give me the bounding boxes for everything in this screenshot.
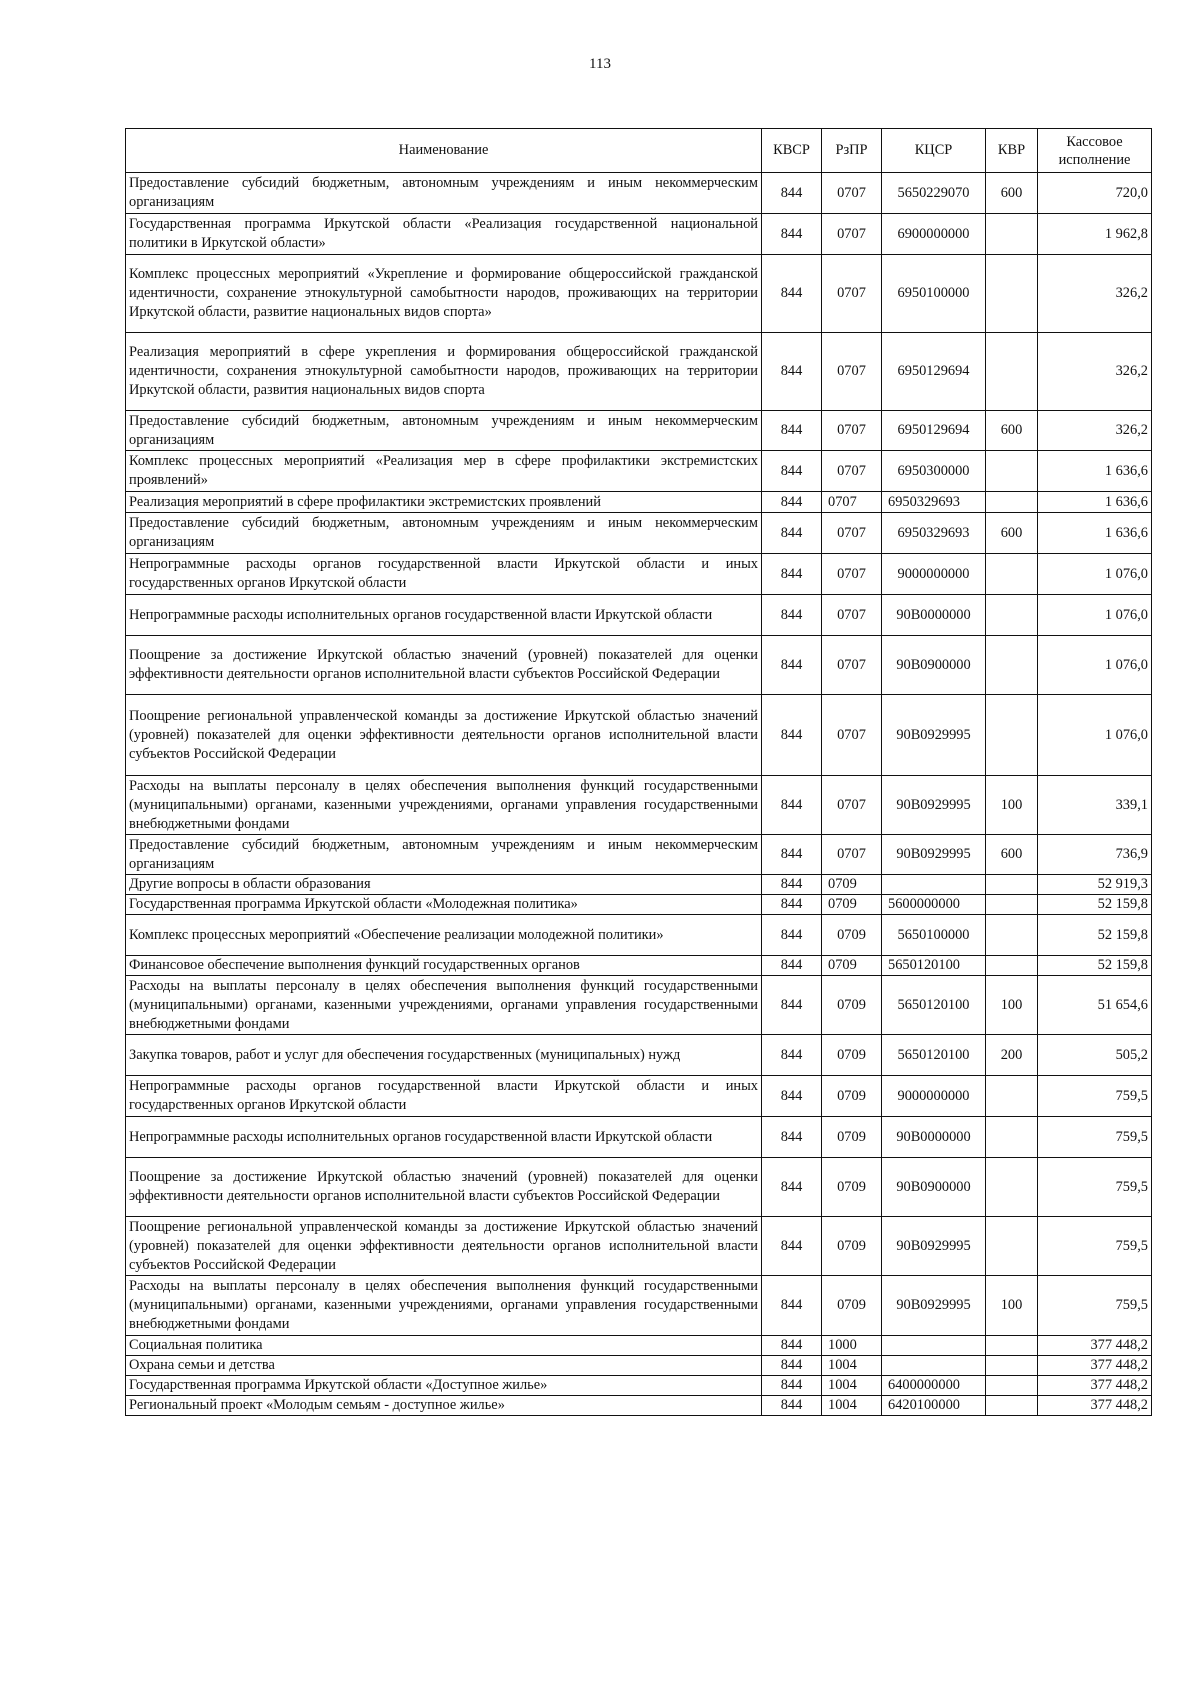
table-row bbox=[126, 255, 1152, 333]
cell-kvsr: 844 bbox=[762, 451, 822, 492]
cell-kcsr: 9000000000 bbox=[882, 554, 986, 595]
cell-kvsr: 844 bbox=[762, 255, 822, 333]
cell-kcsr bbox=[882, 1336, 986, 1356]
cell-kvsr: 844 bbox=[762, 1356, 822, 1376]
cell-cash-execution: 720,0 bbox=[1038, 173, 1152, 214]
cell-kvr bbox=[986, 1076, 1038, 1117]
cell-cash-execution: 1 076,0 bbox=[1038, 554, 1152, 595]
cell-name: Реализация мероприятий в сфере укрепления и формирования общероссийской гражданской идентичности, сохранения этнокультурной самобытности народов, проживающих на территории Иркутской области, развития национальных видов спорта bbox=[126, 333, 762, 411]
table-row bbox=[126, 695, 1152, 776]
table-row bbox=[126, 636, 1152, 695]
cell-kcsr: 90В0929995 bbox=[882, 1276, 986, 1336]
cell-name: Реализация мероприятий в сфере профилактики экстремистских проявлений bbox=[126, 492, 762, 513]
cell-kvr bbox=[986, 1356, 1038, 1376]
cell-name: Закупка товаров, работ и услуг для обеспечения государственных (муниципальных) нужд bbox=[126, 1035, 762, 1076]
cell-kvsr: 844 bbox=[762, 875, 822, 895]
cell-kvr bbox=[986, 595, 1038, 636]
table-row bbox=[126, 1158, 1152, 1217]
cell-cash-execution: 1 962,8 bbox=[1038, 214, 1152, 255]
table-row bbox=[126, 1376, 1152, 1396]
cell-kvsr: 844 bbox=[762, 695, 822, 776]
cell-kvr bbox=[986, 1336, 1038, 1356]
cell-kcsr bbox=[882, 1356, 986, 1376]
cell-kvr: 100 bbox=[986, 1276, 1038, 1336]
cell-cash-execution: 326,2 bbox=[1038, 255, 1152, 333]
header-cash-execution-line1: Кассовое bbox=[1066, 133, 1123, 150]
cell-kcsr: 6950300000 bbox=[882, 451, 986, 492]
table-row bbox=[126, 214, 1152, 255]
cell-kvsr: 844 bbox=[762, 1076, 822, 1117]
table-row bbox=[126, 776, 1152, 835]
table-row bbox=[126, 1076, 1152, 1117]
cell-kvr bbox=[986, 214, 1038, 255]
cell-kcsr: 90В0929995 bbox=[882, 695, 986, 776]
cell-name: Расходы на выплаты персоналу в целях обеспечения выполнения функций государственными (муниципальными) органами, казенными учреждениями, органами управления государственными внебюджетными фондами bbox=[126, 776, 762, 835]
cell-kvr bbox=[986, 554, 1038, 595]
cell-cash-execution: 326,2 bbox=[1038, 411, 1152, 451]
cell-kcsr: 6900000000 bbox=[882, 214, 986, 255]
cell-cash-execution: 377 448,2 bbox=[1038, 1356, 1152, 1376]
cell-rzpr: 0709 bbox=[822, 956, 882, 976]
table-row bbox=[126, 1276, 1152, 1336]
cell-cash-execution: 759,5 bbox=[1038, 1117, 1152, 1158]
cell-name: Охрана семьи и детства bbox=[126, 1356, 762, 1376]
cell-kvsr: 844 bbox=[762, 895, 822, 915]
cell-kcsr: 5600000000 bbox=[882, 895, 986, 915]
cell-cash-execution: 1 636,6 bbox=[1038, 513, 1152, 554]
cell-kvr bbox=[986, 956, 1038, 976]
cell-kvr: 100 bbox=[986, 976, 1038, 1035]
cell-kcsr: 6950129694 bbox=[882, 411, 986, 451]
cell-name: Предоставление субсидий бюджетным, автономным учреждениям и иным некоммерческим организациям bbox=[126, 173, 762, 214]
cell-rzpr: 0709 bbox=[822, 1217, 882, 1276]
cell-name: Непрограммные расходы исполнительных органов государственной власти Иркутской области bbox=[126, 595, 762, 636]
cell-rzpr: 0707 bbox=[822, 513, 882, 554]
table-row bbox=[126, 1117, 1152, 1158]
cell-kvsr: 844 bbox=[762, 1336, 822, 1356]
cell-kcsr bbox=[882, 875, 986, 895]
cell-kvr: 600 bbox=[986, 513, 1038, 554]
cell-cash-execution: 1 636,6 bbox=[1038, 451, 1152, 492]
cell-rzpr: 0707 bbox=[822, 595, 882, 636]
cell-kvsr: 844 bbox=[762, 976, 822, 1035]
table-row bbox=[126, 835, 1152, 875]
cell-kcsr: 90В0900000 bbox=[882, 636, 986, 695]
table-row bbox=[126, 492, 1152, 513]
table-row bbox=[126, 1396, 1152, 1416]
cell-cash-execution: 52 159,8 bbox=[1038, 915, 1152, 956]
cell-kvsr: 844 bbox=[762, 173, 822, 214]
cell-kvr bbox=[986, 695, 1038, 776]
cell-cash-execution: 52 159,8 bbox=[1038, 956, 1152, 976]
cell-name: Предоставление субсидий бюджетным, автономным учреждениям и иным некоммерческим организациям bbox=[126, 513, 762, 554]
cell-kcsr: 5650120100 bbox=[882, 976, 986, 1035]
cell-kvr bbox=[986, 333, 1038, 411]
cell-kvr: 200 bbox=[986, 1035, 1038, 1076]
cell-kcsr: 6950129694 bbox=[882, 333, 986, 411]
cell-kcsr: 6400000000 bbox=[882, 1376, 986, 1396]
cell-cash-execution: 759,5 bbox=[1038, 1076, 1152, 1117]
header-kcsr: КЦСР bbox=[882, 129, 986, 173]
cell-rzpr: 0707 bbox=[822, 173, 882, 214]
table-row bbox=[126, 1217, 1152, 1276]
cell-kvr bbox=[986, 1217, 1038, 1276]
cell-kcsr: 90В0929995 bbox=[882, 1217, 986, 1276]
cell-rzpr: 0709 bbox=[822, 915, 882, 956]
cell-kcsr: 6950329693 bbox=[882, 492, 986, 513]
cell-kvsr: 844 bbox=[762, 595, 822, 636]
cell-rzpr: 0707 bbox=[822, 835, 882, 875]
table-row bbox=[126, 411, 1152, 451]
cell-name: Государственная программа Иркутской области «Реализация государственной национальной политики в Иркутской области» bbox=[126, 214, 762, 255]
cell-kvr: 600 bbox=[986, 173, 1038, 214]
cell-kvsr: 844 bbox=[762, 1117, 822, 1158]
cell-cash-execution: 377 448,2 bbox=[1038, 1336, 1152, 1356]
cell-kcsr: 6950100000 bbox=[882, 255, 986, 333]
table-row bbox=[126, 1356, 1152, 1376]
cell-rzpr: 1000 bbox=[822, 1336, 882, 1356]
cell-rzpr: 0707 bbox=[822, 333, 882, 411]
cell-name: Непрограммные расходы исполнительных органов государственной власти Иркутской области bbox=[126, 1117, 762, 1158]
cell-name: Другие вопросы в области образования bbox=[126, 875, 762, 895]
table-row bbox=[126, 875, 1152, 895]
cell-kvsr: 844 bbox=[762, 554, 822, 595]
cell-name: Поощрение региональной управленческой команды за достижение Иркутской областью значений (уровней) показателей для оценки эффективности деятельности органов исполнительной власти субъектов Российской Федерации bbox=[126, 695, 762, 776]
cell-kvsr: 844 bbox=[762, 835, 822, 875]
cell-name: Поощрение за достижение Иркутской областью значений (уровней) показателей для оценки эффективности деятельности органов исполнительной власти субъектов Российской Федерации bbox=[126, 1158, 762, 1217]
header-name: Наименование bbox=[126, 129, 762, 173]
table-row bbox=[126, 915, 1152, 956]
cell-rzpr: 0707 bbox=[822, 255, 882, 333]
header-kvr: КВР bbox=[986, 129, 1038, 173]
cell-cash-execution: 51 654,6 bbox=[1038, 976, 1152, 1035]
cell-rzpr: 1004 bbox=[822, 1376, 882, 1396]
cell-cash-execution: 326,2 bbox=[1038, 333, 1152, 411]
cell-name: Предоставление субсидий бюджетным, автономным учреждениям и иным некоммерческим организациям bbox=[126, 411, 762, 451]
cell-kvsr: 844 bbox=[762, 492, 822, 513]
cell-kvr: 600 bbox=[986, 835, 1038, 875]
cell-name: Комплекс процессных мероприятий «Укрепление и формирование общероссийской гражданской идентичности, сохранение этнокультурной самобытности народов, проживающих на территории Иркутской области, развитие национальных видов спорта» bbox=[126, 255, 762, 333]
header-rzpr: РзПР bbox=[822, 129, 882, 173]
cell-name: Поощрение региональной управленческой команды за достижение Иркутской областью значений (уровней) показателей для оценки эффективности деятельности органов исполнительной власти субъектов Российской Федерации bbox=[126, 1217, 762, 1276]
cell-kcsr: 90В0929995 bbox=[882, 835, 986, 875]
cell-cash-execution: 1 636,6 bbox=[1038, 492, 1152, 513]
cell-kcsr: 6950329693 bbox=[882, 513, 986, 554]
cell-rzpr: 0707 bbox=[822, 492, 882, 513]
cell-cash-execution: 1 076,0 bbox=[1038, 695, 1152, 776]
table-header-row bbox=[126, 129, 1152, 173]
cell-name: Поощрение за достижение Иркутской областью значений (уровней) показателей для оценки эффективности деятельности органов исполнительной власти субъектов Российской Федерации bbox=[126, 636, 762, 695]
cell-name: Непрограммные расходы органов государственной власти Иркутской области и иных государственных органов Иркутской области bbox=[126, 1076, 762, 1117]
cell-kvr bbox=[986, 915, 1038, 956]
cell-kvr bbox=[986, 1396, 1038, 1416]
cell-cash-execution: 377 448,2 bbox=[1038, 1376, 1152, 1396]
cell-kvsr: 844 bbox=[762, 214, 822, 255]
cell-kvr bbox=[986, 492, 1038, 513]
header-cash-execution bbox=[1038, 129, 1152, 173]
table-row bbox=[126, 595, 1152, 636]
table-row bbox=[126, 513, 1152, 554]
cell-kvr bbox=[986, 1376, 1038, 1396]
cell-kvsr: 844 bbox=[762, 636, 822, 695]
cell-kvr bbox=[986, 255, 1038, 333]
cell-kvr: 100 bbox=[986, 776, 1038, 835]
cell-rzpr: 1004 bbox=[822, 1356, 882, 1376]
cell-rzpr: 0707 bbox=[822, 554, 882, 595]
cell-kvsr: 844 bbox=[762, 1396, 822, 1416]
cell-kcsr: 90В0900000 bbox=[882, 1158, 986, 1217]
cell-cash-execution: 339,1 bbox=[1038, 776, 1152, 835]
cell-cash-execution: 52 919,3 bbox=[1038, 875, 1152, 895]
table-row bbox=[126, 1336, 1152, 1356]
cell-kcsr: 5650229070 bbox=[882, 173, 986, 214]
cell-cash-execution: 1 076,0 bbox=[1038, 636, 1152, 695]
cell-cash-execution: 759,5 bbox=[1038, 1158, 1152, 1217]
cell-rzpr: 0709 bbox=[822, 1158, 882, 1217]
cell-kvr bbox=[986, 895, 1038, 915]
cell-kvsr: 844 bbox=[762, 776, 822, 835]
cell-rzpr: 0707 bbox=[822, 214, 882, 255]
table-row bbox=[126, 956, 1152, 976]
cell-kvsr: 844 bbox=[762, 915, 822, 956]
cell-kcsr: 90В0000000 bbox=[882, 595, 986, 636]
cell-cash-execution: 736,9 bbox=[1038, 835, 1152, 875]
budget-execution-table bbox=[125, 128, 1152, 1416]
cell-kcsr: 9000000000 bbox=[882, 1076, 986, 1117]
header-cash-execution-line2: исполнение bbox=[1058, 151, 1131, 168]
cell-rzpr: 0709 bbox=[822, 875, 882, 895]
cell-name: Финансовое обеспечение выполнения функций государственных органов bbox=[126, 956, 762, 976]
cell-kvr bbox=[986, 1117, 1038, 1158]
cell-kcsr: 6420100000 bbox=[882, 1396, 986, 1416]
table-row bbox=[126, 333, 1152, 411]
cell-cash-execution: 52 159,8 bbox=[1038, 895, 1152, 915]
cell-kvsr: 844 bbox=[762, 1276, 822, 1336]
cell-name: Государственная программа Иркутской области «Доступное жилье» bbox=[126, 1376, 762, 1396]
cell-kvsr: 844 bbox=[762, 1035, 822, 1076]
table-row bbox=[126, 173, 1152, 214]
cell-kvsr: 844 bbox=[762, 1376, 822, 1396]
cell-rzpr: 0709 bbox=[822, 976, 882, 1035]
cell-cash-execution: 759,5 bbox=[1038, 1276, 1152, 1336]
cell-rzpr: 0707 bbox=[822, 695, 882, 776]
cell-name: Региональный проект «Молодым семьям - доступное жилье» bbox=[126, 1396, 762, 1416]
cell-rzpr: 0709 bbox=[822, 895, 882, 915]
cell-cash-execution: 505,2 bbox=[1038, 1035, 1152, 1076]
table-row bbox=[126, 554, 1152, 595]
cell-rzpr: 0709 bbox=[822, 1076, 882, 1117]
cell-kvr bbox=[986, 451, 1038, 492]
cell-kvsr: 844 bbox=[762, 1217, 822, 1276]
page-number: 113 bbox=[589, 56, 611, 72]
cell-cash-execution: 759,5 bbox=[1038, 1217, 1152, 1276]
cell-rzpr: 0709 bbox=[822, 1276, 882, 1336]
cell-name: Социальная политика bbox=[126, 1336, 762, 1356]
cell-rzpr: 0707 bbox=[822, 776, 882, 835]
cell-name: Комплекс процессных мероприятий «Реализация мер в сфере профилактики экстремистских проявлений» bbox=[126, 451, 762, 492]
cell-name: Расходы на выплаты персоналу в целях обеспечения выполнения функций государственными (муниципальными) органами, казенными учреждениями, органами управления государственными внебюджетными фондами bbox=[126, 976, 762, 1035]
table-row bbox=[126, 1035, 1152, 1076]
cell-name: Комплекс процессных мероприятий «Обеспечение реализации молодежной политики» bbox=[126, 915, 762, 956]
cell-kcsr: 90В0929995 bbox=[882, 776, 986, 835]
cell-kcsr: 5650120100 bbox=[882, 1035, 986, 1076]
cell-name: Предоставление субсидий бюджетным, автономным учреждениям и иным некоммерческим организациям bbox=[126, 835, 762, 875]
cell-kvsr: 844 bbox=[762, 513, 822, 554]
cell-rzpr: 0707 bbox=[822, 411, 882, 451]
cell-kvr bbox=[986, 875, 1038, 895]
cell-kvr bbox=[986, 1158, 1038, 1217]
cell-rzpr: 0707 bbox=[822, 451, 882, 492]
cell-rzpr: 1004 bbox=[822, 1396, 882, 1416]
table-body bbox=[126, 173, 1152, 1416]
cell-rzpr: 0709 bbox=[822, 1035, 882, 1076]
cell-name: Расходы на выплаты персоналу в целях обеспечения выполнения функций государственными (муниципальными) органами, казенными учреждениями, органами управления государственными внебюджетными фондами bbox=[126, 1276, 762, 1336]
cell-rzpr: 0707 bbox=[822, 636, 882, 695]
header-kvsr: КВСР bbox=[762, 129, 822, 173]
cell-kcsr: 5650120100 bbox=[882, 956, 986, 976]
cell-kcsr: 90В0000000 bbox=[882, 1117, 986, 1158]
table-row bbox=[126, 976, 1152, 1035]
cell-kvr bbox=[986, 636, 1038, 695]
cell-name: Государственная программа Иркутской области «Молодежная политика» bbox=[126, 895, 762, 915]
cell-kvsr: 844 bbox=[762, 1158, 822, 1217]
cell-kvsr: 844 bbox=[762, 956, 822, 976]
cell-cash-execution: 1 076,0 bbox=[1038, 595, 1152, 636]
cell-name: Непрограммные расходы органов государственной власти Иркутской области и иных государственных органов Иркутской области bbox=[126, 554, 762, 595]
cell-cash-execution: 377 448,2 bbox=[1038, 1396, 1152, 1416]
cell-kvsr: 844 bbox=[762, 411, 822, 451]
cell-kvsr: 844 bbox=[762, 333, 822, 411]
table-row bbox=[126, 451, 1152, 492]
cell-kvr: 600 bbox=[986, 411, 1038, 451]
cell-kcsr: 5650100000 bbox=[882, 915, 986, 956]
table-row bbox=[126, 895, 1152, 915]
cell-rzpr: 0709 bbox=[822, 1117, 882, 1158]
